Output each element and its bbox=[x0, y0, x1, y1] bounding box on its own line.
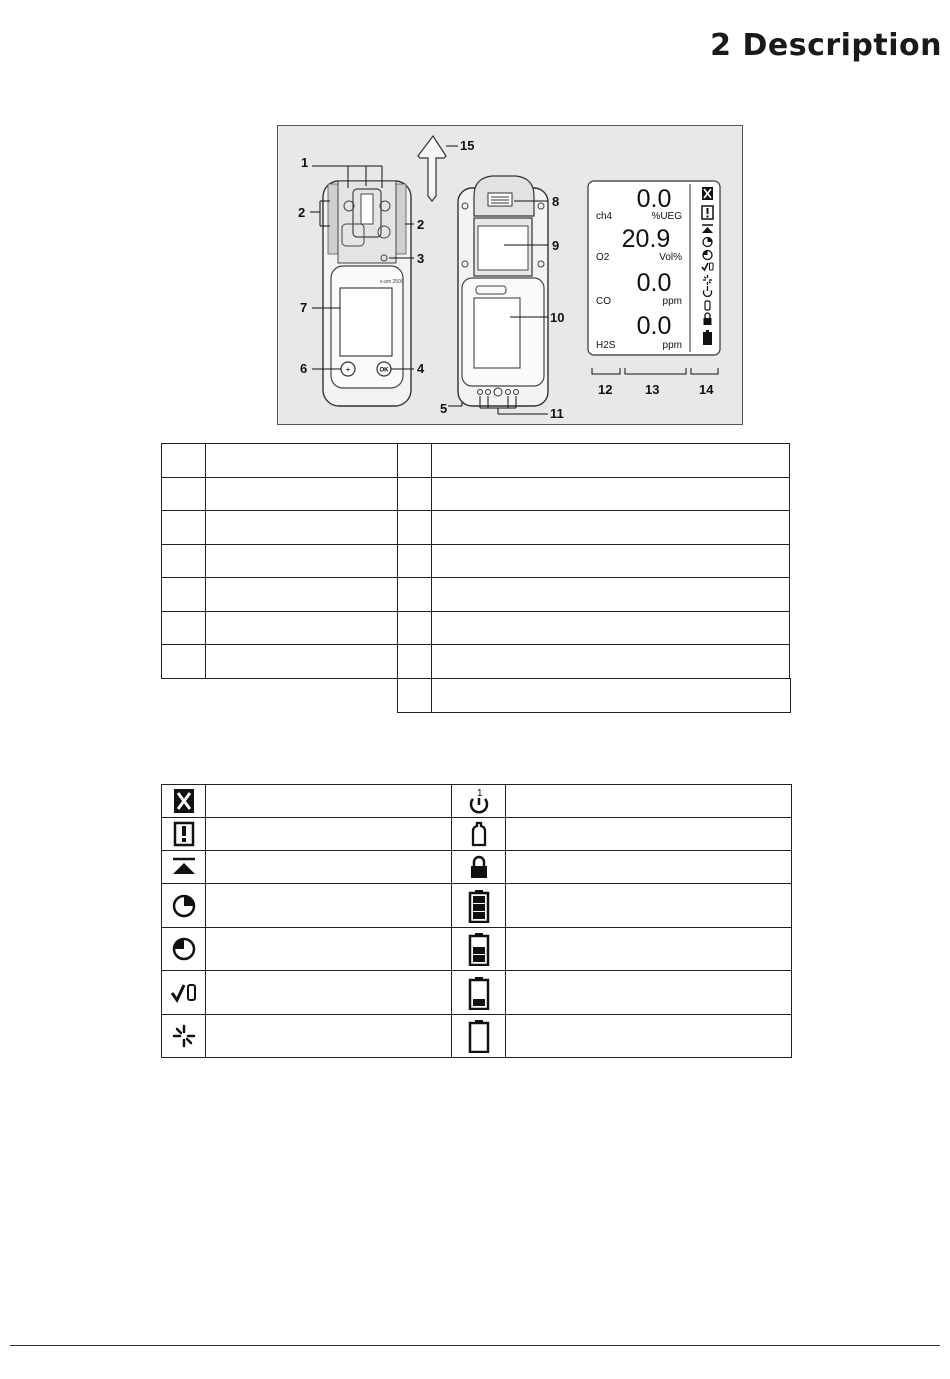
callout-2-right: 2 bbox=[417, 217, 425, 232]
lcd-value-ch4: 0.0 bbox=[636, 185, 672, 213]
legend-description bbox=[206, 477, 398, 511]
gas-cylinder-icon bbox=[452, 818, 506, 851]
legend-description bbox=[206, 511, 398, 545]
table-row bbox=[162, 851, 792, 884]
symbol-description bbox=[506, 1015, 792, 1058]
symbol-description bbox=[506, 851, 792, 884]
legend-num bbox=[398, 477, 432, 511]
battery-one-third-icon bbox=[452, 971, 506, 1015]
legend-description bbox=[206, 645, 398, 679]
symbol-description bbox=[506, 818, 792, 851]
battery-two-thirds-icon bbox=[452, 928, 506, 971]
warning-exclamation-icon bbox=[162, 818, 206, 851]
table-row bbox=[398, 679, 791, 713]
lcd-gas-co: CO bbox=[596, 296, 611, 307]
battery-full-icon bbox=[452, 884, 506, 928]
legend-num bbox=[162, 578, 206, 612]
legend-num bbox=[398, 578, 432, 612]
table-row bbox=[162, 884, 792, 928]
callout-6: 6 bbox=[300, 361, 308, 376]
table-row bbox=[162, 1015, 792, 1058]
legend-description bbox=[432, 477, 790, 511]
legend-num bbox=[398, 511, 432, 545]
table-row bbox=[162, 544, 790, 578]
callout-7: 7 bbox=[300, 300, 308, 315]
table-row bbox=[162, 928, 792, 971]
callout-8: 8 bbox=[552, 194, 560, 209]
plus-button-label: + bbox=[345, 365, 351, 374]
symbol-description bbox=[206, 818, 452, 851]
symbol-description bbox=[206, 971, 452, 1015]
symbol-description bbox=[506, 971, 792, 1015]
legend-description bbox=[206, 611, 398, 645]
legend-description bbox=[432, 444, 790, 478]
symbol-description bbox=[506, 928, 792, 971]
symbol-description bbox=[206, 1015, 452, 1058]
legend-description bbox=[432, 511, 790, 545]
legend-num bbox=[162, 511, 206, 545]
callout-1: 1 bbox=[301, 155, 309, 170]
callout-4: 4 bbox=[417, 361, 425, 376]
one-time-power-icon bbox=[452, 785, 506, 818]
callout-12: 12 bbox=[598, 382, 613, 397]
symbol-description bbox=[206, 851, 452, 884]
legend-description bbox=[432, 578, 790, 612]
callout-10: 10 bbox=[550, 310, 565, 325]
lcd-gas-h2s: H2S bbox=[596, 340, 616, 351]
legend-num bbox=[162, 544, 206, 578]
legend-num bbox=[162, 444, 206, 478]
callout-13: 13 bbox=[645, 382, 660, 397]
table-row bbox=[162, 818, 792, 851]
page-title: 2 Description bbox=[710, 28, 942, 63]
legend-num bbox=[162, 611, 206, 645]
callout-3: 3 bbox=[417, 251, 425, 266]
legend-num bbox=[398, 611, 432, 645]
callout-9: 9 bbox=[552, 238, 560, 253]
table-row bbox=[162, 578, 790, 612]
symbol-description bbox=[506, 785, 792, 818]
device-back bbox=[458, 176, 548, 406]
lcd-gas-o2: O2 bbox=[596, 252, 610, 263]
legend-num bbox=[162, 645, 206, 679]
callout-5: 5 bbox=[440, 401, 448, 416]
callout-14: 14 bbox=[699, 382, 714, 397]
symbol-description bbox=[206, 785, 452, 818]
battery-empty-icon bbox=[452, 1015, 506, 1058]
symbol-description bbox=[206, 884, 452, 928]
legend-num bbox=[398, 679, 432, 713]
legend-num bbox=[398, 645, 432, 679]
device-figure bbox=[277, 125, 743, 425]
callout-2-left: 2 bbox=[298, 205, 306, 220]
table-row bbox=[162, 477, 790, 511]
symbol-description bbox=[506, 884, 792, 928]
fresh-air-calibration-icon bbox=[162, 1015, 206, 1058]
lcd-unit-h2s: ppm bbox=[662, 340, 682, 351]
ok-button-label: OK bbox=[379, 367, 389, 374]
twa-pie-icon bbox=[162, 884, 206, 928]
table-row bbox=[162, 511, 790, 545]
table-row bbox=[162, 645, 790, 679]
device-front bbox=[323, 181, 411, 406]
brand-label: x-am 2500 bbox=[380, 279, 404, 285]
lcd-unit-ch4: %UEG bbox=[651, 211, 682, 222]
table-row bbox=[162, 971, 792, 1015]
legend-description bbox=[206, 544, 398, 578]
legend-num bbox=[162, 477, 206, 511]
symbol-table bbox=[161, 784, 792, 1058]
legend-num bbox=[398, 544, 432, 578]
legend-description bbox=[432, 679, 791, 713]
footer-rule bbox=[10, 1345, 940, 1346]
legend-description bbox=[432, 544, 790, 578]
fault-x-icon bbox=[162, 785, 206, 818]
table-row bbox=[162, 444, 790, 478]
peak-display-icon bbox=[162, 851, 206, 884]
lcd-display bbox=[588, 181, 720, 355]
svg-text:1: 1 bbox=[476, 788, 483, 799]
legend-description bbox=[432, 645, 790, 679]
lcd-unit-o2: Vol% bbox=[659, 252, 682, 263]
legend-table-extra-row bbox=[397, 678, 791, 713]
callout-11: 11 bbox=[550, 406, 564, 421]
callout-15: 15 bbox=[460, 138, 475, 153]
bump-test-check-icon bbox=[162, 971, 206, 1015]
lcd-value-co: 0.0 bbox=[636, 269, 672, 297]
lcd-value-o2: 20.9 bbox=[621, 225, 671, 253]
legend-num bbox=[398, 444, 432, 478]
legend-description bbox=[432, 611, 790, 645]
lcd-unit-co: ppm bbox=[662, 296, 682, 307]
table-row bbox=[162, 785, 792, 818]
calibration-adapter bbox=[418, 136, 458, 201]
legend-description bbox=[206, 578, 398, 612]
lock-icon bbox=[452, 851, 506, 884]
legend-table bbox=[161, 443, 790, 679]
stel-pie-icon bbox=[162, 928, 206, 971]
lcd-gas-ch4: ch4 bbox=[596, 211, 613, 222]
table-row bbox=[162, 611, 790, 645]
legend-description bbox=[206, 444, 398, 478]
symbol-description bbox=[206, 928, 452, 971]
lcd-value-h2s: 0.0 bbox=[636, 312, 672, 340]
